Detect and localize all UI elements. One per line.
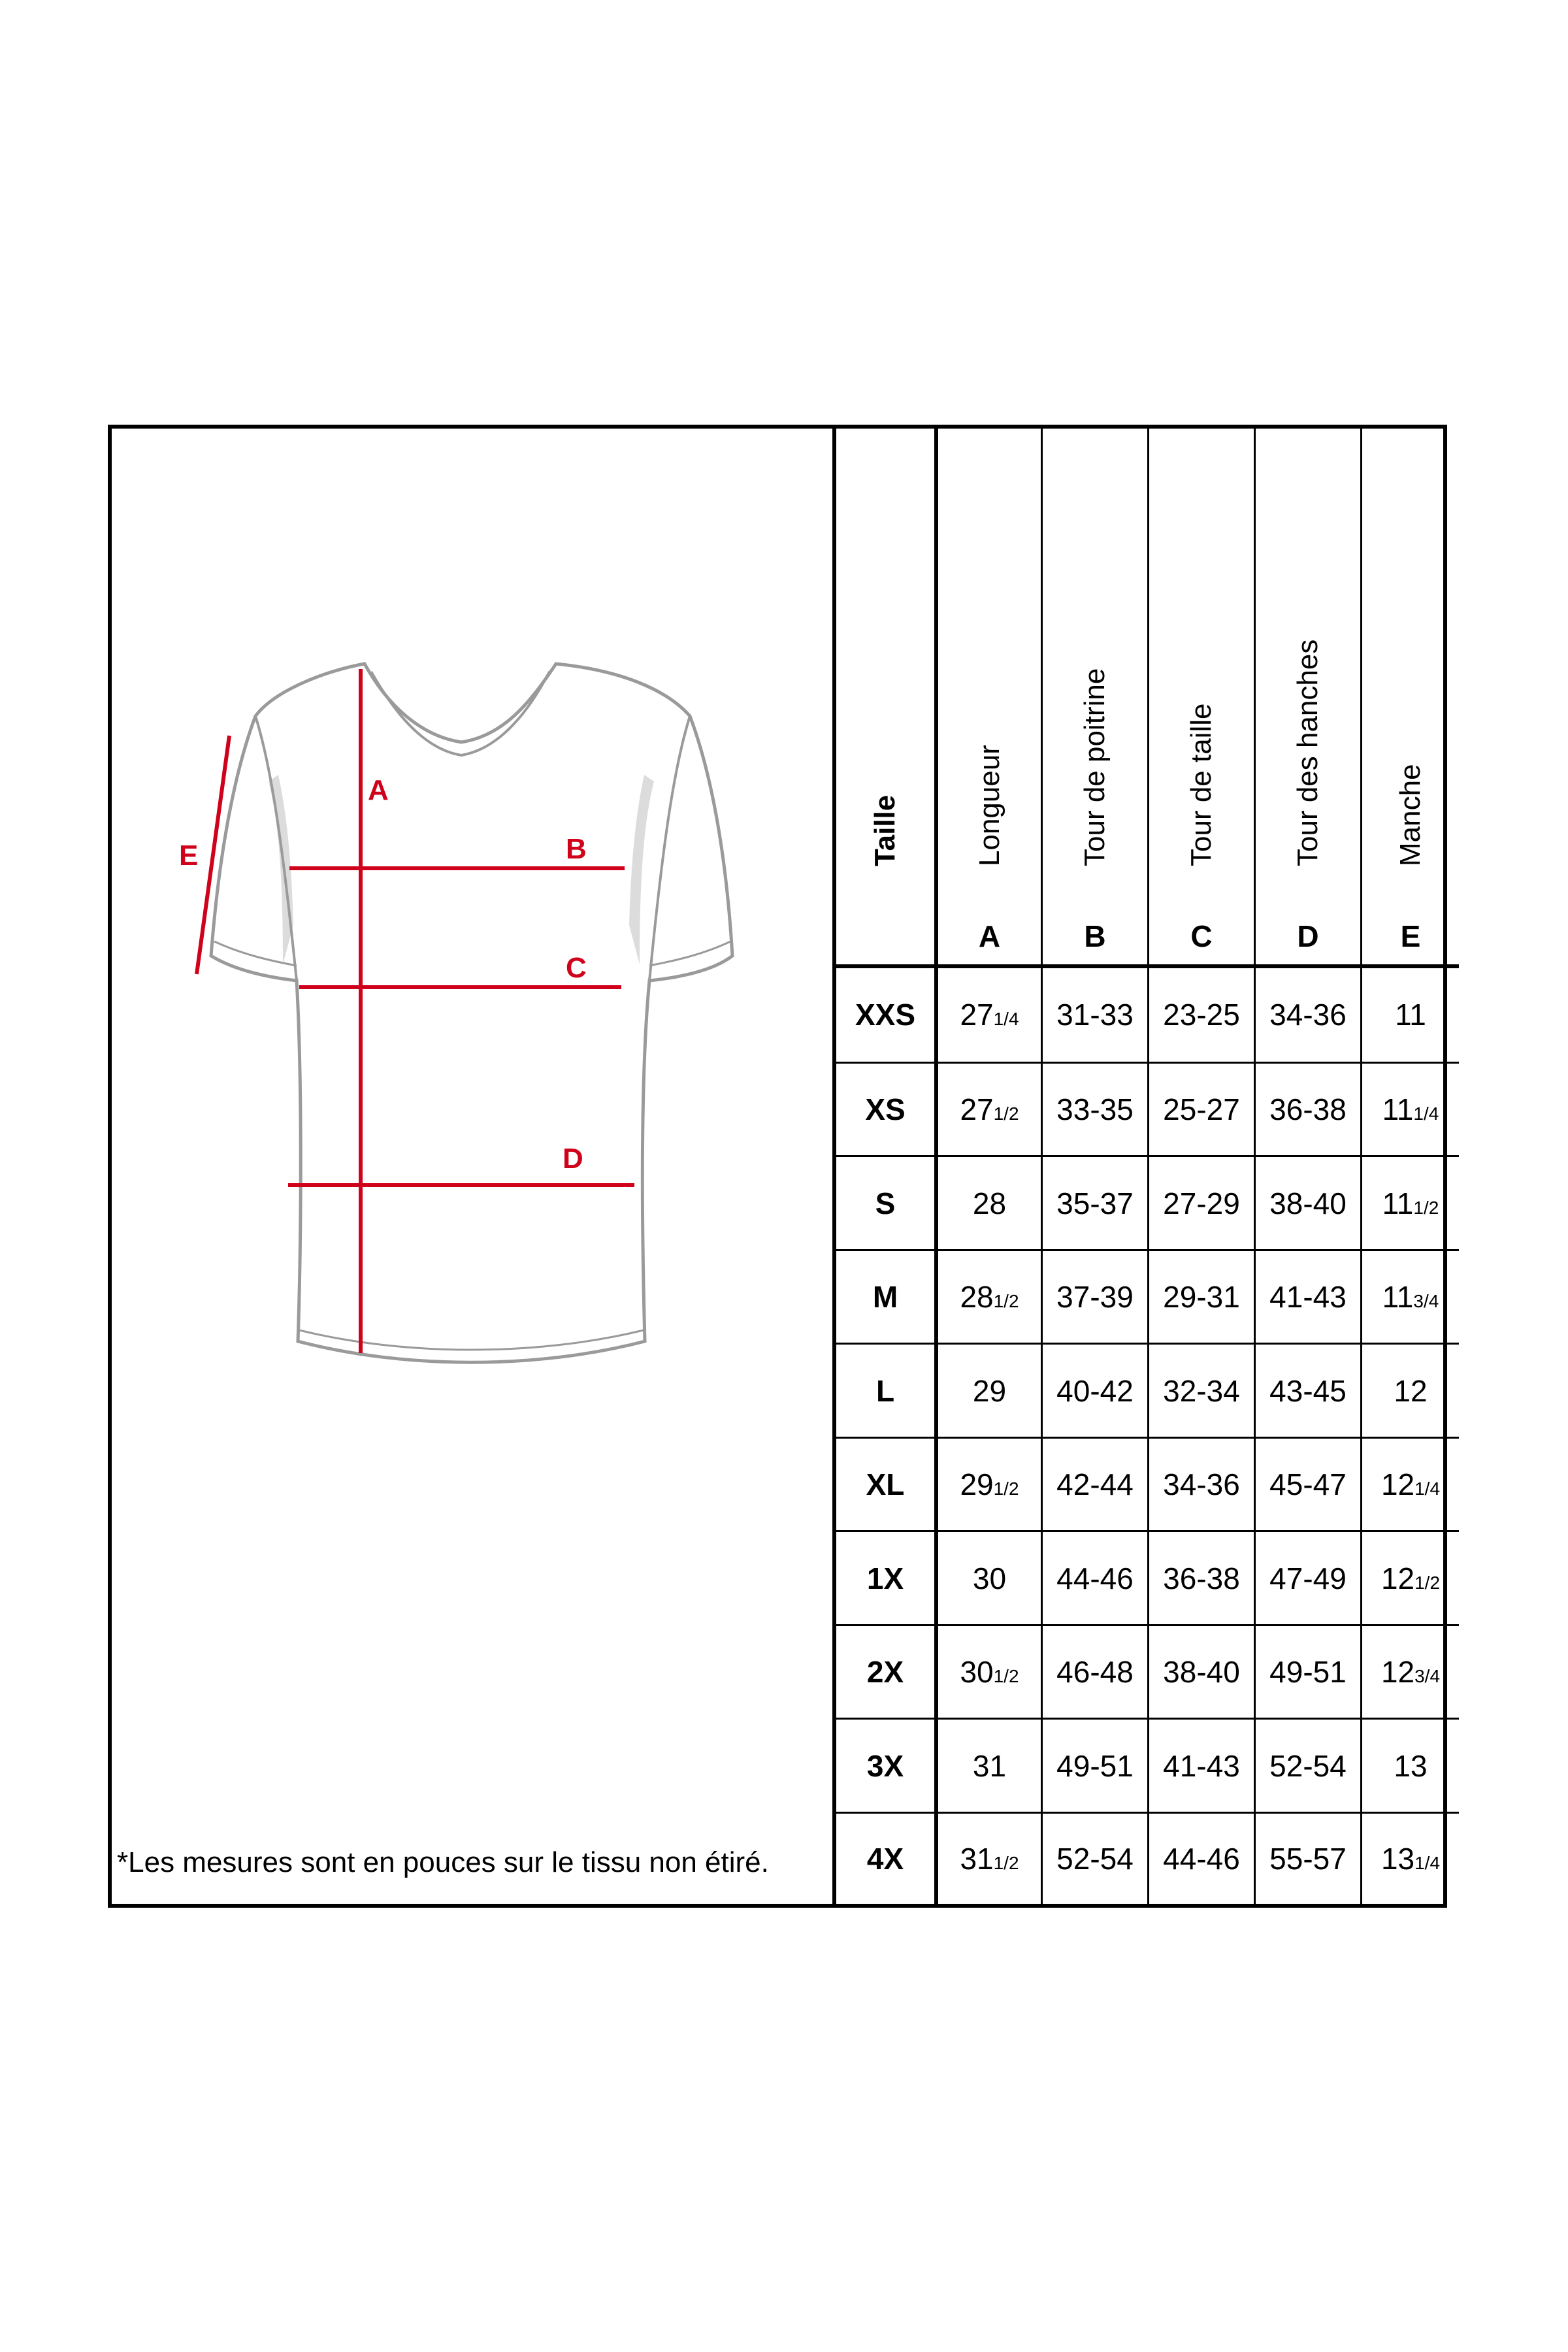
- sleeve-cell: [1362, 1719, 1460, 1813]
- size-table: [836, 429, 1459, 1904]
- measure-cell-b: 40-42: [1042, 1344, 1149, 1438]
- measure-cell-c: 23-25: [1149, 966, 1255, 1062]
- measure-cell-b: 42-44: [1042, 1437, 1149, 1531]
- measure-cell-b: 46-48: [1042, 1625, 1149, 1719]
- table-row: [836, 1250, 1459, 1344]
- cell-value: 30: [960, 1655, 994, 1690]
- table-body: [836, 966, 1459, 1904]
- cell-value: 31: [972, 1748, 1007, 1783]
- cell-value: 11: [1382, 1280, 1414, 1315]
- size-chart-frame: [108, 425, 1447, 1908]
- label-c: C: [566, 952, 587, 984]
- header-letter: E: [1400, 919, 1421, 953]
- measure-cell-c: 27-29: [1149, 1156, 1255, 1250]
- length-cell: [936, 1812, 1042, 1904]
- measure-cell-b: 52-54: [1042, 1812, 1149, 1904]
- sleeve-cell: [1362, 1062, 1460, 1156]
- length-cell: [936, 1437, 1042, 1531]
- table-row: [836, 1531, 1459, 1625]
- cell-value: 29: [960, 1467, 994, 1502]
- length-cell: [936, 1625, 1042, 1719]
- label-d: D: [563, 1143, 583, 1175]
- header-cell-c: [1149, 429, 1255, 966]
- measure-cell-d: 38-40: [1255, 1156, 1362, 1250]
- cell-value: 31: [960, 1841, 994, 1876]
- size-cell: 4X: [836, 1812, 936, 1904]
- table-row: [836, 1437, 1459, 1531]
- sleeve-cell: [1362, 1344, 1460, 1438]
- cell-value: 12: [1380, 1467, 1415, 1502]
- cell-fraction: 1/2: [1414, 1572, 1441, 1593]
- cell-fraction: 1/2: [1413, 1197, 1439, 1218]
- length-cell: [936, 1344, 1042, 1438]
- sleeve-cell: [1362, 1531, 1460, 1625]
- table-row: [836, 966, 1459, 1062]
- measure-cell-c: 41-43: [1149, 1719, 1255, 1813]
- measure-cell-d: 45-47: [1255, 1437, 1362, 1531]
- measure-cell-b: 31-33: [1042, 966, 1149, 1062]
- tshirt-outline: [211, 664, 732, 1362]
- cell-value: 29: [972, 1373, 1007, 1408]
- measure-cell-d: 55-57: [1255, 1812, 1362, 1904]
- header-letter: C: [1190, 919, 1213, 953]
- cell-fraction: 1/2: [993, 1478, 1019, 1499]
- measure-cell-b: 37-39: [1042, 1250, 1149, 1344]
- cell-value: 13: [1380, 1841, 1415, 1876]
- length-cell: [936, 1719, 1042, 1813]
- footnote: *Les mesures sont en pouces sur le tissu non étiré.: [117, 1846, 769, 1878]
- length-cell: [936, 1062, 1042, 1156]
- header-title: Tour de poitrine: [1079, 668, 1111, 866]
- cell-value: 27: [960, 998, 994, 1032]
- header-title: Longueur: [973, 745, 1005, 866]
- measure-cell-c: 44-46: [1149, 1812, 1255, 1904]
- size-cell: 2X: [836, 1625, 936, 1719]
- label-e: E: [179, 840, 199, 872]
- header-letter: B: [1084, 919, 1106, 953]
- sleeve-cell: [1362, 1437, 1460, 1531]
- measure-cell-d: 43-45: [1255, 1344, 1362, 1438]
- cell-value: 28: [972, 1186, 1007, 1220]
- length-cell: [936, 1531, 1042, 1625]
- sleeve-cell: [1362, 1625, 1460, 1719]
- size-cell: S: [836, 1156, 936, 1250]
- header-title: Tour de taille: [1185, 703, 1217, 866]
- length-cell: [936, 1156, 1042, 1250]
- header-cell-d: [1255, 429, 1362, 966]
- label-a: A: [368, 774, 389, 806]
- cell-value: 28: [960, 1280, 994, 1315]
- cell-fraction: 1/4: [993, 1009, 1019, 1030]
- cell-value: 30: [972, 1561, 1007, 1595]
- measure-cell-c: 29-31: [1149, 1250, 1255, 1344]
- measure-cell-d: 36-38: [1255, 1062, 1362, 1156]
- header-cell-size: [836, 429, 936, 966]
- measure-cell-b: 33-35: [1042, 1062, 1149, 1156]
- cell-value: 11: [1382, 1092, 1414, 1127]
- table-row: [836, 1719, 1459, 1813]
- table-row: [836, 1812, 1459, 1904]
- measure-cell-b: 49-51: [1042, 1719, 1149, 1813]
- sleeve-cell: [1362, 1812, 1460, 1904]
- cell-value: 11: [1382, 1186, 1414, 1220]
- cell-fraction: 3/4: [1414, 1666, 1441, 1687]
- tshirt-diagram: [112, 429, 832, 1904]
- cell-value: 27: [960, 1092, 994, 1127]
- size-cell: 1X: [836, 1531, 936, 1625]
- header-cell-e: [1362, 429, 1460, 966]
- measure-cell-b: 35-37: [1042, 1156, 1149, 1250]
- measure-cell-c: 34-36: [1149, 1437, 1255, 1531]
- measure-cell-c: 25-27: [1149, 1062, 1255, 1156]
- size-cell: XXS: [836, 966, 936, 1062]
- cell-fraction: 1/4: [1414, 1478, 1441, 1499]
- table-row: [836, 1344, 1459, 1438]
- header-title: Manche: [1394, 764, 1426, 866]
- cell-fraction: 1/2: [993, 1666, 1019, 1687]
- sleeve-cell: [1362, 1156, 1460, 1250]
- measure-cell-d: 34-36: [1255, 966, 1362, 1062]
- length-cell: [936, 1250, 1042, 1344]
- cell-fraction: 1/2: [993, 1291, 1019, 1312]
- cell-value: 12: [1380, 1561, 1415, 1595]
- measure-cell-d: 52-54: [1255, 1719, 1362, 1813]
- size-cell: 3X: [836, 1719, 936, 1813]
- size-cell: M: [836, 1250, 936, 1344]
- measure-cell-d: 41-43: [1255, 1250, 1362, 1344]
- size-cell: XL: [836, 1437, 936, 1531]
- length-cell: [936, 966, 1042, 1062]
- cell-value: 13: [1394, 1748, 1428, 1783]
- cell-fraction: 1/2: [993, 1852, 1019, 1873]
- measure-cell-d: 49-51: [1255, 1625, 1362, 1719]
- cell-fraction: 1/2: [993, 1103, 1019, 1124]
- table-row: [836, 1625, 1459, 1719]
- sleeve-cell: [1362, 966, 1460, 1062]
- cell-fraction: 1/4: [1413, 1103, 1439, 1124]
- size-cell: XS: [836, 1062, 936, 1156]
- cell-value: 12: [1380, 1655, 1415, 1690]
- measure-cell-c: 32-34: [1149, 1344, 1255, 1438]
- header-letter: A: [978, 919, 1001, 953]
- measure-cell-c: 36-38: [1149, 1531, 1255, 1625]
- illustration-panel: [112, 429, 836, 1904]
- table-header-row: [836, 429, 1459, 966]
- label-b: B: [566, 833, 587, 865]
- measure-cell-d: 47-49: [1255, 1531, 1362, 1625]
- cell-fraction: 1/4: [1414, 1852, 1441, 1873]
- header-cell-a: [936, 429, 1042, 966]
- table-row: [836, 1062, 1459, 1156]
- cell-fraction: 3/4: [1413, 1291, 1439, 1312]
- cell-value: 11: [1395, 998, 1426, 1032]
- cell-value: 12: [1394, 1373, 1428, 1408]
- measure-cell-b: 44-46: [1042, 1531, 1149, 1625]
- sleeve-cell: [1362, 1250, 1460, 1344]
- table-row: [836, 1156, 1459, 1250]
- measure-cell-c: 38-40: [1149, 1625, 1255, 1719]
- size-cell: L: [836, 1344, 936, 1438]
- header-letter: D: [1297, 919, 1319, 953]
- header-title: Taille: [869, 794, 901, 866]
- header-title: Tour des hanches: [1292, 639, 1324, 866]
- header-cell-b: [1042, 429, 1149, 966]
